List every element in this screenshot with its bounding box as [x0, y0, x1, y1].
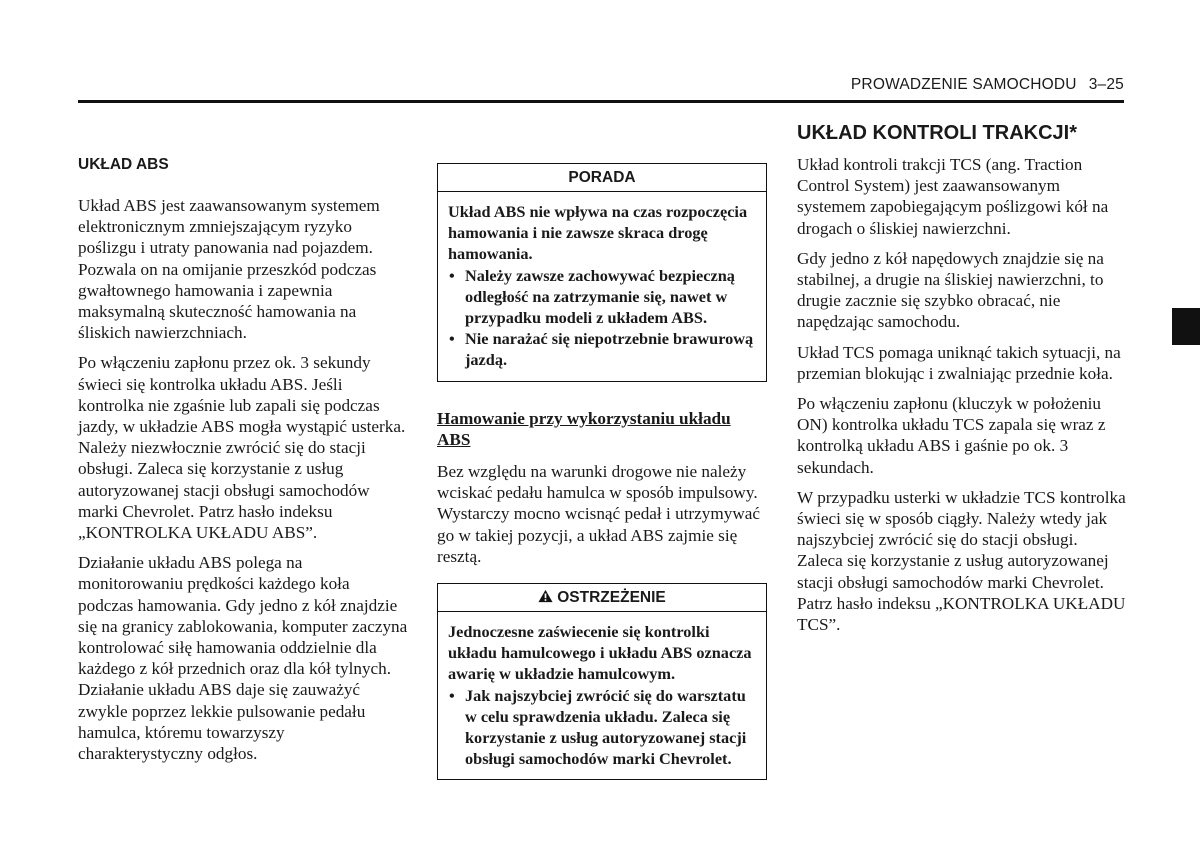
- warning-title-row: [438, 584, 766, 612]
- tcs-paragraph: Gdy jedno z kół napędowych znajdzie się na stabilnej, a drugie na śliskiej nawierzchni, to drugie zacznie się szybko obracać, nie napędzając samochodu.: [797, 248, 1104, 332]
- section-title: PROWADZENIE SAMOCHODU: [850, 76, 1077, 93]
- tip-intro: Układ ABS nie wpływa na czas rozpoczęcia hamowania i nie zawsze skraca drogę hamowania.: [448, 202, 748, 264]
- column-middle: [437, 163, 767, 806]
- abs-paragraph: Po włączeniu zapłonu przez ok. 3 sekundy świeci się kontrolka układu ABS. Jeśli kontrolka nie zgaśnie lub zapali się podczas jazdy, w układzie ABS mogła wystąpić usterka. Należy niezwłocznie zwrócić się do stacji obsługi. Zaleca się korzystanie z usług autoryzowanej stacji obsługi samochodów marki Chevrolet. Patrz hasło indeksu „KONTROLKA UKŁADU ABS”.: [78, 353, 406, 543]
- abs-braking-paragraph: Bez względu na warunki drogowe nie należy wciskać pedału hamulca w sposób impulsowy. Wystarczy mocno wcisnąć pedał i utrzymywać go w takiej pozycji, a układ ABS zajmie się resztą.: [437, 462, 761, 566]
- tcs-paragraph: Układ TCS pomaga uniknąć takich sytuacji, na przemian blokując i zwalniając przednie koła.: [797, 342, 1121, 383]
- tip-box: [437, 163, 767, 382]
- warning-box: [437, 583, 767, 780]
- tcs-paragraph: Układ kontroli trakcji TCS (ang. Traction Control System) jest zaawansowanym systemem zapobiegającym poślizgowi kół na drogach o śliskiej nawierzchni.: [797, 155, 1109, 238]
- warning-title: OSTRZEŻENIE: [557, 589, 666, 607]
- warning-triangle-icon: [538, 589, 553, 603]
- tcs-heading: UKŁAD KONTROLI TRAKCJI*: [797, 122, 1077, 144]
- tip-bullet: • Nie narażać się niepotrzebnie brawurową jazdą.: [448, 328, 756, 370]
- column-tcs: [797, 118, 1127, 644]
- tip-bullet: • Należy zawsze zachowywać bezpieczną odległość na zatrzymanie się, nawet w przypadku modeli z układem ABS.: [448, 265, 756, 329]
- abs-braking-subheading: Hamowanie przy wykorzystaniu układu ABS: [437, 408, 731, 449]
- header-rule: [78, 100, 1124, 103]
- tip-title: PORADA: [438, 164, 766, 192]
- chapter-tab-marker: [1172, 308, 1200, 345]
- column-abs: [78, 154, 408, 773]
- tcs-paragraph: W przypadku usterki w układzie TCS kontrolka świeci się w sposób ciągły. Należy wtedy jak najszybciej zwrócić się do stacji obsługi. Zaleca się korzystanie z usług autoryzowanej stacji obsługi samochodów marki Chevrolet. Patrz hasło indeksu „KONTROLKA UKŁADU TCS”.: [797, 487, 1126, 635]
- page-header: [78, 76, 1124, 94]
- warning-intro: Jednoczesne zaświecenie się kontrolki układu hamulcowego i układu ABS oznacza awarię w układzie hamulcowym.: [448, 622, 752, 684]
- abs-paragraph: Układ ABS jest zaawansowanym systemem elektronicznym zmniejszającym ryzyko poślizgu i utraty panowania nad pojazdem. Pozwala on na omijanie przeszkód podczas gwałtownego hamowania i zapewnia maksymalną skuteczność hamowania na śliskich nawierzchniach.: [78, 196, 380, 343]
- abs-heading: UKŁAD ABS: [78, 156, 169, 173]
- warning-bullet: • Jak najszybciej zwrócić się do warsztatu w celu sprawdzenia układu. Zaleca się korzystanie z usług autoryzowanej stacji obsługi samochodów marki Chevrolet.: [448, 685, 756, 770]
- page-number: 3–25: [1088, 76, 1124, 93]
- abs-paragraph: Działanie układu ABS polega na monitorowaniu prędkości każdego koła podczas hamowania. Gdy jedno z kół znajdzie się na granicy zablokowania, komputer zaczyna kontrolować siłę hamowania oddzielnie dla każdego z kół przednich oraz dla kół tylnych. Działanie układu ABS daje się zauważyć zwykle poprzez lekkie pulsowanie pedału hamulca, któremu towarzyszy charakterystyczny odgłos.: [78, 553, 408, 764]
- tcs-paragraph: Po włączeniu zapłonu (kluczyk w położeniu ON) kontrolka układu TCS zapala się wraz z kontrolką układu ABS i gaśnie po ok. 3 sekundach.: [797, 394, 1106, 477]
